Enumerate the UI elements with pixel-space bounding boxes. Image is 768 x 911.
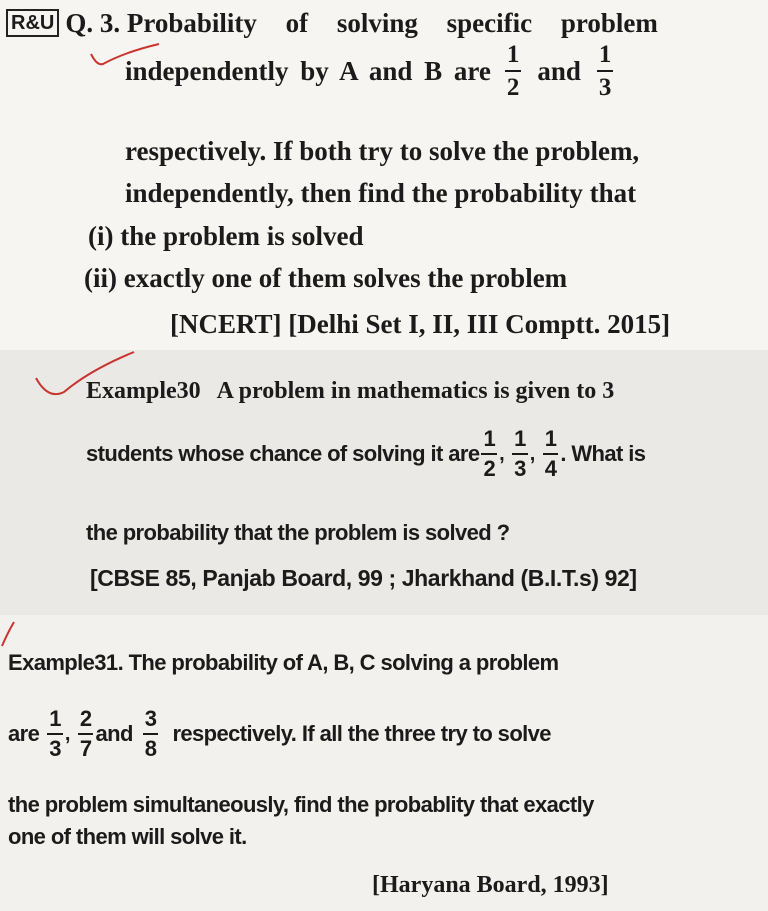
q3-part-ii: (ii) exactly one of them solves the problem [84,263,568,293]
fraction-p-b: $\frac{1}{3}$ [598,41,612,101]
tick-mark-q3 [85,42,165,82]
q3-and-word: and [537,55,581,86]
ex30-line-1 [86,378,614,405]
ex31-source: [Haryana Board, 1993] [372,872,609,898]
q3-source: [NCERT] [Delhi Set I, II, III Comptt. 2015] [170,309,671,339]
ex31-line2-tail: respectively. If all the three try to solve [172,721,551,746]
ex31-line-3: the problem simultaneously, find the probablity that exactly [8,792,594,817]
ex31-line-4: one of them will solve it. [8,824,247,849]
ex30-source: [CBSE 85, Panjab Board, 99 ; Jharkhand (B.I.T.s) 92] [90,565,637,591]
fraction-half: $\frac{1}{2}$ [483,426,496,481]
ex31-and-word: and [95,721,133,746]
ex30-line-2 [86,428,645,480]
q3-line2-text: independently by A and B are [125,55,491,86]
ex30-line2-tail: . What is [560,441,646,466]
ex31-line-2 [8,708,551,760]
fraction-quarter: $\frac{1}{4}$ [544,426,557,481]
ex30-label: Example30 [86,378,201,404]
q3-number: Q. 3. [65,8,121,38]
q3-line-4: independently, then find the probability that [125,178,637,208]
fraction-third: $\frac{1}{3}$ [514,426,526,481]
q3-part-i: (i) the problem is solved [88,221,364,251]
ex30-line2-text: students whose chance of solving it are [86,441,480,466]
q3-line-1 [6,8,711,39]
q3-line-2 [125,42,621,100]
ex31-line-1: Example31. The probability of A, B, C solving a problem [8,650,559,675]
fraction-two-sevenths: $\frac{2}{7}$ [79,706,92,761]
tick-mark-example31 [0,620,20,650]
rnu-badge: R&U [6,9,59,37]
separator-comma: , [499,442,505,465]
fraction-three-eighths: $\frac{3}{8}$ [144,706,157,761]
ex31-are-word: are [8,721,40,746]
ex30-line-3: the probability that the problem is solved ? [86,520,510,545]
q3-line1-text: Probability of solving specific problem [126,8,658,38]
separator-comma: , [529,442,535,465]
q3-line-3: respectively. If both try to solve the problem, [125,136,640,166]
separator-comma: , [64,722,70,745]
ex30-line1-text: A problem in mathematics is given to 3 [216,378,615,404]
fraction-one-third: $\frac{1}{3}$ [49,706,61,761]
fraction-p-a: $\frac{1}{2}$ [506,41,520,101]
